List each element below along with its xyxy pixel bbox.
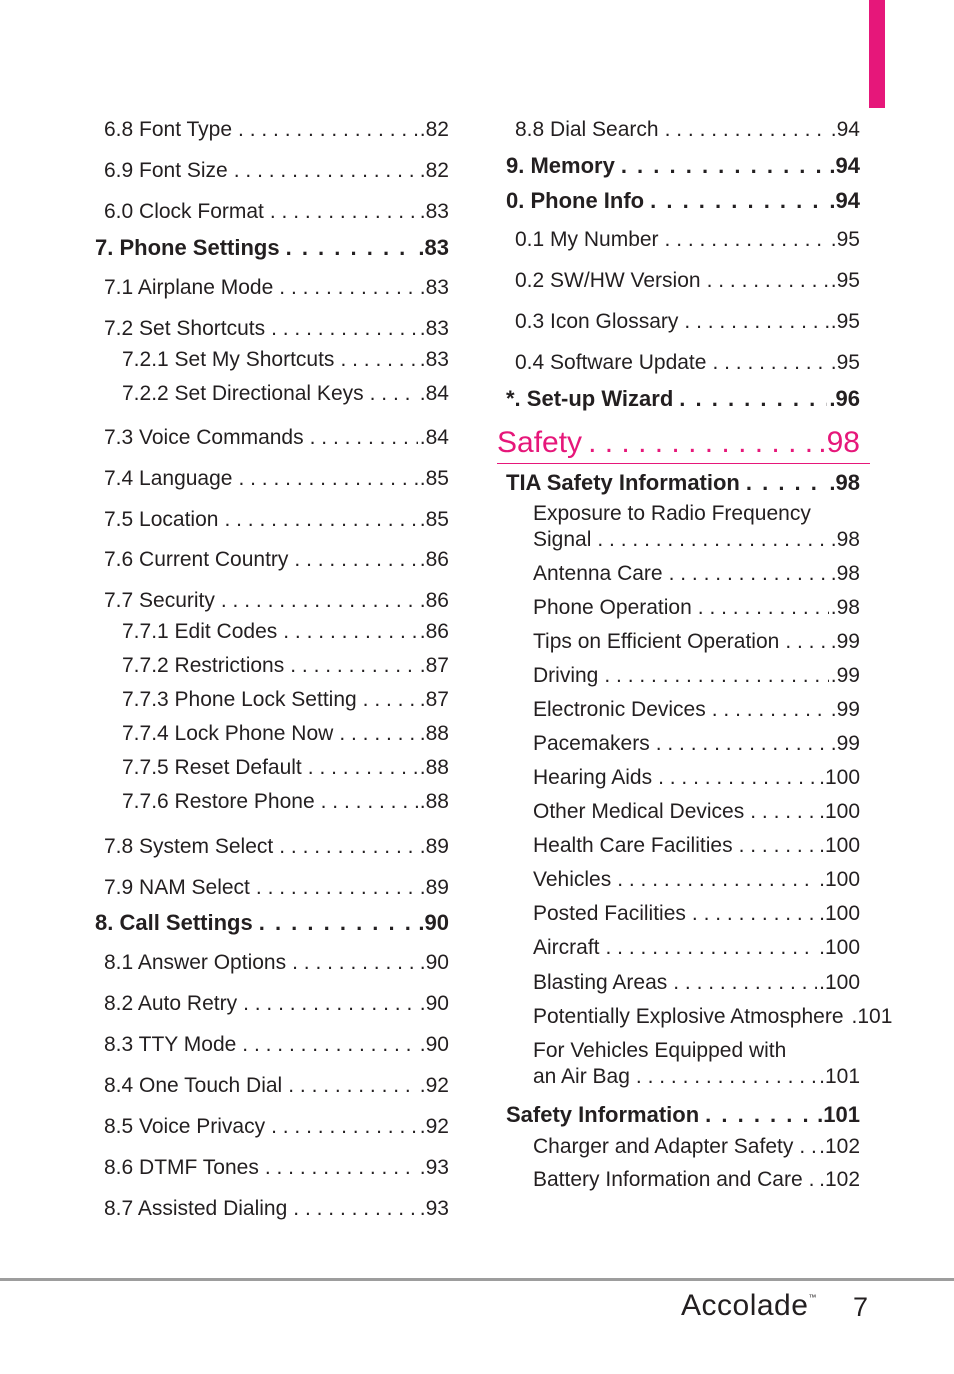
toc-chapter-entry[interactable] bbox=[95, 910, 449, 936]
toc-entry-text: For Vehicles Equipped with bbox=[533, 1039, 787, 1062]
toc-dot-leader bbox=[658, 766, 817, 790]
toc-chapter-entry[interactable] bbox=[95, 235, 449, 261]
toc-entry-title: Safety bbox=[497, 426, 583, 459]
toc-dot-leader bbox=[698, 596, 829, 620]
toc-dot-leader bbox=[673, 971, 817, 995]
toc-page-number: .88 bbox=[419, 722, 449, 745]
toc-entry[interactable] bbox=[104, 1033, 449, 1057]
toc-dot-leader bbox=[279, 835, 418, 859]
toc-entry[interactable] bbox=[104, 118, 449, 142]
toc-page-number: .83 bbox=[419, 200, 449, 223]
toc-dot-leader bbox=[242, 1033, 418, 1057]
toc-entry[interactable] bbox=[104, 1156, 449, 1180]
toc-page-number: .85 bbox=[419, 467, 449, 490]
toc-page-number: .89 bbox=[419, 876, 449, 899]
toc-page-number: .101 bbox=[851, 1005, 893, 1028]
toc-entry-title: 7.2.2 Set Directional Keys bbox=[122, 382, 364, 405]
toc-entry-title: 7.4 Language bbox=[104, 467, 233, 490]
toc-entry-title: Battery Information and Care bbox=[533, 1168, 803, 1191]
toc-page-number: .89 bbox=[419, 835, 449, 858]
toc-dot-leader bbox=[665, 228, 829, 252]
toc-entry-title: Hearing Aids bbox=[533, 766, 653, 789]
toc-entry-title: Safety Information bbox=[506, 1102, 700, 1127]
toc-entry-title: 7.6 Current Country bbox=[104, 548, 289, 571]
toc-dot-leader bbox=[288, 1074, 418, 1098]
toc-dot-leader bbox=[283, 620, 418, 644]
toc-entry-title: Driving bbox=[533, 664, 599, 687]
toc-dot-leader bbox=[739, 834, 818, 858]
toc-page-number: .100 bbox=[819, 971, 860, 994]
toc-entry-text: Exposure to Radio Frequency bbox=[533, 502, 811, 525]
toc-page-number: .95 bbox=[830, 351, 860, 374]
section-heading-rule bbox=[497, 463, 870, 464]
toc-page-number: .85 bbox=[419, 508, 449, 531]
toc-section-heading[interactable] bbox=[497, 426, 860, 460]
toc-dot-leader bbox=[712, 351, 828, 375]
toc-entry[interactable] bbox=[533, 732, 860, 756]
toc-dot-leader bbox=[308, 756, 418, 780]
toc-dot-leader bbox=[650, 188, 827, 214]
toc-entry-title: 8.2 Auto Retry bbox=[104, 992, 238, 1015]
toc-entry[interactable] bbox=[122, 620, 449, 644]
toc-entry-title: an Air Bag bbox=[533, 1065, 630, 1088]
toc-entry[interactable] bbox=[104, 1115, 449, 1139]
toc-entry-title: Electronic Devices bbox=[533, 698, 706, 721]
toc-page-number: .87 bbox=[419, 654, 449, 677]
toc-entry-title: 7.7.1 Edit Codes bbox=[122, 620, 278, 643]
toc-page-number: .88 bbox=[419, 790, 449, 813]
toc-dot-leader bbox=[809, 1168, 817, 1192]
toc-dot-leader bbox=[265, 1156, 418, 1180]
toc-entry-title: Aircraft bbox=[533, 936, 600, 959]
toc-dot-leader bbox=[679, 386, 827, 412]
toc-entry-title: 0. Phone Info bbox=[506, 188, 645, 213]
toc-entry[interactable] bbox=[533, 528, 860, 552]
toc-page-number: .86 bbox=[419, 589, 449, 612]
toc-page-number: .96 bbox=[829, 386, 860, 411]
toc-page-number: .98 bbox=[829, 470, 860, 495]
toc-page-number: .87 bbox=[419, 688, 449, 711]
toc-dot-leader bbox=[621, 153, 828, 179]
toc-dot-leader bbox=[684, 310, 828, 334]
toc-page-number: .102 bbox=[819, 1168, 860, 1191]
toc-entry-title: 8. Call Settings bbox=[95, 910, 253, 935]
toc-dot-leader bbox=[321, 790, 418, 814]
toc-entry[interactable] bbox=[104, 508, 449, 532]
toc-chapter-entry[interactable] bbox=[506, 1102, 860, 1128]
toc-entry[interactable] bbox=[122, 654, 449, 678]
toc-entry-title: 7. Phone Settings bbox=[95, 235, 280, 260]
toc-page-number: .90 bbox=[419, 992, 449, 1015]
toc-dot-leader bbox=[243, 992, 418, 1016]
toc-entry-title: *. Set-up Wizard bbox=[506, 386, 674, 411]
toc-page-number: .98 bbox=[830, 596, 860, 619]
toc-entry[interactable] bbox=[533, 936, 860, 960]
toc-page-number: .94 bbox=[829, 188, 860, 213]
toc-entry-title: Charger and Adapter Safety bbox=[533, 1135, 794, 1158]
toc-page-number: .99 bbox=[830, 698, 860, 721]
toc-entry[interactable] bbox=[515, 310, 860, 334]
toc-dot-leader bbox=[339, 722, 417, 746]
toc-page-number: .100 bbox=[819, 800, 860, 823]
toc-entry[interactable] bbox=[533, 630, 860, 654]
toc-dot-leader bbox=[705, 1102, 815, 1128]
toc-dot-leader bbox=[665, 118, 829, 142]
toc-entry-title: 8.1 Answer Options bbox=[104, 951, 287, 974]
toc-dot-leader bbox=[294, 548, 417, 572]
toc-dot-leader bbox=[271, 1115, 418, 1139]
toc-entry-title: 6.0 Clock Format bbox=[104, 200, 264, 223]
toc-dot-leader bbox=[340, 348, 417, 372]
toc-page-number: .102 bbox=[819, 1135, 860, 1158]
toc-dot-leader bbox=[259, 910, 417, 936]
toc-entry-title: Blasting Areas bbox=[533, 971, 668, 994]
toc-entry[interactable] bbox=[122, 688, 449, 712]
toc-entry-title: 8.3 TTY Mode bbox=[104, 1033, 237, 1056]
toc-dot-leader bbox=[636, 1065, 817, 1089]
brand-logo: Accolade™ bbox=[681, 1289, 817, 1322]
toc-entry[interactable] bbox=[533, 596, 860, 620]
toc-dot-leader bbox=[224, 508, 417, 532]
toc-entry[interactable] bbox=[533, 800, 860, 824]
toc-entry-title: Antenna Care bbox=[533, 562, 663, 585]
toc-entry-title: Tips on Efficient Operation bbox=[533, 630, 780, 653]
toc-entry-title: Phone Operation bbox=[533, 596, 692, 619]
toc-entry-title: 7.7.2 Restrictions bbox=[122, 654, 285, 677]
toc-entry[interactable] bbox=[104, 1197, 449, 1221]
toc-page-number: .92 bbox=[419, 1115, 449, 1138]
toc-entry-title: 7.7 Security bbox=[104, 589, 215, 612]
toc-entry-title: 7.3 Voice Commands bbox=[104, 426, 304, 449]
toc-entry-title: TIA Safety Information bbox=[506, 470, 740, 495]
toc-dot-leader bbox=[606, 936, 818, 960]
toc-page-number: .90 bbox=[419, 1033, 449, 1056]
toc-entry-title: 7.7.5 Reset Default bbox=[122, 756, 302, 779]
toc-entry[interactable] bbox=[104, 876, 449, 900]
toc-dot-leader bbox=[707, 269, 829, 293]
toc-page-number: .83 bbox=[419, 317, 449, 340]
toc-page-number: .101 bbox=[819, 1065, 860, 1088]
toc-page-number: .95 bbox=[830, 228, 860, 251]
toc-dot-leader bbox=[238, 118, 418, 142]
toc-page-number: .90 bbox=[419, 951, 449, 974]
toc-entry[interactable] bbox=[533, 1135, 860, 1159]
toc-entry-title: 7.2.1 Set My Shortcuts bbox=[122, 348, 335, 371]
toc-page-number: .95 bbox=[830, 310, 860, 333]
toc-entry[interactable] bbox=[104, 992, 449, 1016]
toc-entry-title: Health Care Facilities bbox=[533, 834, 733, 857]
page-number: 7 bbox=[853, 1292, 869, 1322]
toc-entry-title: Signal bbox=[533, 528, 592, 551]
toc-page-number: .99 bbox=[830, 630, 860, 653]
toc-entry-title: Pacemakers bbox=[533, 732, 650, 755]
toc-dot-leader bbox=[617, 868, 817, 892]
toc-chapter-entry[interactable] bbox=[506, 470, 860, 496]
toc-dot-leader bbox=[270, 200, 418, 224]
toc-entry[interactable] bbox=[533, 834, 860, 858]
toc-entry[interactable] bbox=[104, 1074, 449, 1098]
toc-entry-title: 7.7.6 Restore Phone bbox=[122, 790, 315, 813]
toc-page-number: .82 bbox=[419, 159, 449, 182]
toc-entry[interactable] bbox=[122, 790, 449, 814]
toc-dot-leader bbox=[292, 951, 418, 975]
toc-entry[interactable] bbox=[533, 868, 860, 892]
section-tab-marker bbox=[869, 0, 885, 108]
toc-page-number: .88 bbox=[419, 756, 449, 779]
toc-entry-title: 7.9 NAM Select bbox=[104, 876, 250, 899]
toc-page-number: .100 bbox=[819, 936, 860, 959]
toc-entry-title: 6.9 Font Size bbox=[104, 159, 228, 182]
toc-page-number: .98 bbox=[830, 528, 860, 551]
toc-page-number: .100 bbox=[819, 868, 860, 891]
toc-entry[interactable] bbox=[533, 698, 860, 722]
toc-entry[interactable] bbox=[104, 467, 449, 491]
toc-entry-title: 7.2 Set Shortcuts bbox=[104, 317, 266, 340]
toc-entry[interactable] bbox=[533, 1168, 860, 1192]
toc-entry[interactable] bbox=[515, 118, 860, 142]
toc-entry[interactable] bbox=[104, 426, 449, 450]
toc-entry-title: 8.5 Voice Privacy bbox=[104, 1115, 266, 1138]
toc-page-number: .101 bbox=[817, 1102, 860, 1127]
toc-page-number: .92 bbox=[419, 1074, 449, 1097]
toc-entry[interactable] bbox=[122, 722, 449, 746]
toc-entry-title: Posted Facilities bbox=[533, 902, 686, 925]
toc-dot-leader bbox=[310, 426, 418, 450]
toc-dot-leader bbox=[746, 470, 828, 496]
toc-dot-leader bbox=[279, 276, 418, 300]
toc-dot-leader bbox=[656, 732, 829, 756]
toc-dot-leader bbox=[221, 589, 418, 613]
toc-page-number: .99 bbox=[830, 732, 860, 755]
toc-entry[interactable] bbox=[533, 664, 860, 688]
toc-dot-leader bbox=[604, 664, 828, 688]
toc-page-number: .98 bbox=[818, 426, 860, 459]
toc-chapter-entry[interactable] bbox=[506, 153, 860, 179]
toc-page-number: .82 bbox=[419, 118, 449, 141]
toc-entry[interactable] bbox=[122, 348, 449, 372]
toc-page-number: .83 bbox=[419, 276, 449, 299]
toc-entry[interactable] bbox=[104, 276, 449, 300]
toc-dot-leader bbox=[785, 630, 828, 654]
toc-dot-leader bbox=[692, 902, 817, 926]
toc-entry-title: 7.7.3 Phone Lock Setting bbox=[122, 688, 357, 711]
toc-entry-title: 8.4 One Touch Dial bbox=[104, 1074, 283, 1097]
toc-entry-title: 8.8 Dial Search bbox=[515, 118, 659, 141]
toc-dot-leader bbox=[712, 698, 829, 722]
toc-entry[interactable] bbox=[104, 835, 449, 859]
toc-page-number: .100 bbox=[819, 834, 860, 857]
toc-entry-title: 9. Memory bbox=[506, 153, 615, 178]
toc-entry[interactable] bbox=[122, 382, 449, 406]
toc-page-number: .98 bbox=[830, 562, 860, 585]
toc-entry-title: 7.5 Location bbox=[104, 508, 219, 531]
toc-entry-title: 7.7.4 Lock Phone Now bbox=[122, 722, 334, 745]
toc-entry-title: Potentially Explosive Atmosphere bbox=[533, 1005, 844, 1028]
toc-dot-leader bbox=[290, 654, 418, 678]
toc-page-number: .93 bbox=[419, 1156, 449, 1179]
toc-page-number: .94 bbox=[830, 118, 860, 141]
toc-entry[interactable] bbox=[104, 951, 449, 975]
toc-page-number: .83 bbox=[418, 235, 449, 260]
toc-entry-title: 7.1 Airplane Mode bbox=[104, 276, 274, 299]
toc-dot-leader bbox=[370, 382, 418, 406]
toc-entry[interactable] bbox=[104, 548, 449, 572]
toc-entry[interactable] bbox=[533, 562, 860, 586]
toc-entry[interactable] bbox=[104, 159, 449, 183]
toc-entry-title: Vehicles bbox=[533, 868, 612, 891]
toc-entry-title: 0.2 SW/HW Version bbox=[515, 269, 701, 292]
toc-page-number: .90 bbox=[418, 910, 449, 935]
toc-entry-title: 8.6 DTMF Tones bbox=[104, 1156, 259, 1179]
toc-entry[interactable] bbox=[104, 200, 449, 224]
footer-rule bbox=[0, 1278, 954, 1281]
toc-page-number: .100 bbox=[819, 902, 860, 925]
toc-page-number: .93 bbox=[419, 1197, 449, 1220]
toc-dot-leader bbox=[750, 800, 817, 824]
toc-dot-leader bbox=[293, 1197, 418, 1221]
toc-entry-title: 7.8 System Select bbox=[104, 835, 274, 858]
toc-page-number: .86 bbox=[419, 620, 449, 643]
toc-dot-leader bbox=[234, 159, 418, 183]
toc-entry-title: 0.3 Icon Glossary bbox=[515, 310, 679, 333]
toc-entry[interactable] bbox=[533, 902, 860, 926]
toc-dot-leader bbox=[597, 528, 828, 552]
toc-page-number: .86 bbox=[419, 548, 449, 571]
toc-entry[interactable] bbox=[104, 589, 449, 613]
toc-entry[interactable] bbox=[533, 1065, 860, 1089]
toc-entry[interactable] bbox=[533, 1005, 893, 1029]
toc-entry-title: 0.4 Software Update bbox=[515, 351, 707, 374]
toc-page-number: .84 bbox=[419, 382, 449, 405]
toc-dot-leader bbox=[363, 688, 418, 712]
toc-page-number: .83 bbox=[419, 348, 449, 371]
toc-entry[interactable] bbox=[515, 228, 860, 252]
toc-entry-title: 0.1 My Number bbox=[515, 228, 659, 251]
toc-page-number: .94 bbox=[829, 153, 860, 178]
toc-entry-title: Other Medical Devices bbox=[533, 800, 745, 823]
toc-entry[interactable] bbox=[533, 766, 860, 790]
toc-page-number: .95 bbox=[830, 269, 860, 292]
toc-entry[interactable] bbox=[515, 269, 860, 293]
toc-entry[interactable] bbox=[533, 971, 860, 995]
toc-entry[interactable] bbox=[122, 756, 449, 780]
toc-dot-leader bbox=[238, 467, 417, 491]
toc-dot-leader bbox=[588, 426, 816, 460]
toc-dot-leader bbox=[799, 1135, 817, 1159]
toc-dot-leader bbox=[286, 235, 417, 261]
toc-chapter-entry[interactable] bbox=[506, 386, 860, 412]
toc-chapter-entry[interactable] bbox=[506, 188, 860, 214]
toc-page-number: .84 bbox=[419, 426, 449, 449]
toc-entry[interactable] bbox=[104, 317, 449, 341]
toc-entry[interactable] bbox=[515, 351, 860, 375]
toc-entry-title: 8.7 Assisted Dialing bbox=[104, 1197, 288, 1220]
toc-page-number: .99 bbox=[830, 664, 860, 687]
toc-dot-leader bbox=[271, 317, 418, 341]
toc-dot-leader bbox=[669, 562, 829, 586]
toc-entry-title: 6.8 Font Type bbox=[104, 118, 233, 141]
toc-page-number: .100 bbox=[819, 766, 860, 789]
toc-dot-leader bbox=[256, 876, 418, 900]
